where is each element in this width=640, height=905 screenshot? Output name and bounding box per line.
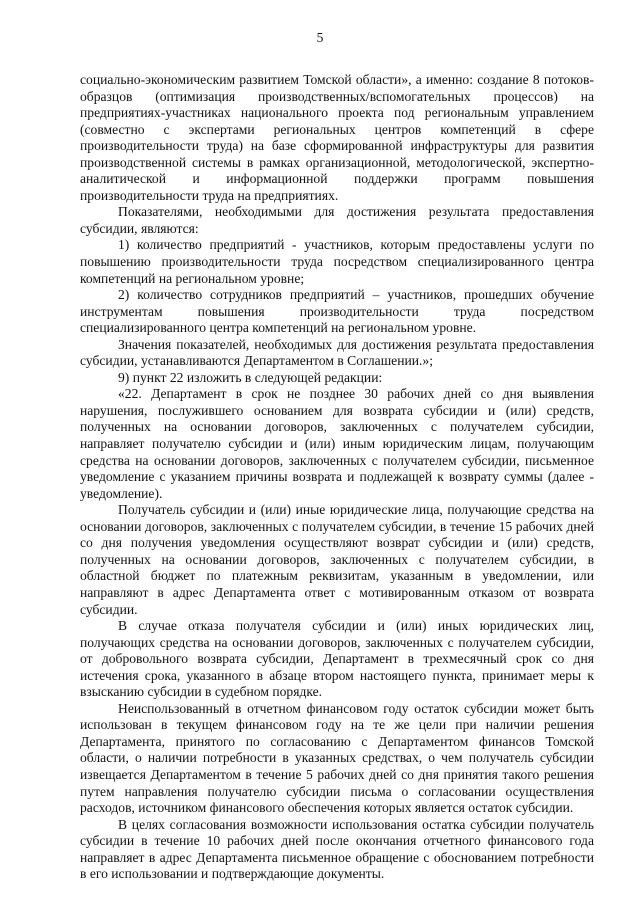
paragraph-continuation: социально-экономическим развитием Томской области», а именно: создание 8 потоков-образцов (оптимизация производственных/вспомогательных процессов) на предприятиях-участниках национального проекта под региональным управлением (совместно с экспертами региональных центров компетенций в сфере производительности труда) на базе сформированной инфраструктуры для развития производственной системы в рамках организационной, методологической, экспертно-аналитической и информационной поддержки программ повышения производительности труда на предприятиях. <box>80 72 594 203</box>
paragraph-indicator-2: 2) количество сотрудников предприятий – участников, прошедших обучение инструментам повышения производительности труда посредством специализированного центра компетенций на региональном уровне. <box>80 287 594 336</box>
paragraph-balance-approval: В целях согласования возможности использования остатка субсидии получатель субсидии в течение 10 рабочих дней после окончания отчетного финансового года направляет в адрес Департамента письменное обращение с обоснованием потребности в его использовании и подтверждающие документы. <box>80 816 594 882</box>
paragraph-indicator-values: Значения показателей, необходимых для достижения результата предоставления субсидии, устанавливаются Департаментом в Соглашении.»; <box>80 336 594 369</box>
paragraph-unused-balance: Неиспользованный в отчетном финансовом году остаток субсидии может быть использован в текущем финансовом году на те же цели при наличии решения Департамента, принятого по согласованию с Департаментом финансов Томской области, о наличии потребности в указанных средствах, о чем получатель субсидии извещается Департаментом в течение 5 рабочих дней со дня принятия такого решения путем направления получателю субсидии письма о согласовании осуществления расходов, источником финансового обеспечения которых является остаток субсидии. <box>80 700 594 816</box>
page-number: 5 <box>316 30 324 45</box>
paragraph-refund-procedure: Получатель субсидии и (или) иные юридические лица, получающие средства на основании договоров, заключенных с получателем субсидии, в течение 15 рабочих дней со дня получения уведомления осуществляют возврат субсидии и (или) средств, полученных на основании договоров, заключенных с получателем субсидии, в областной бюджет по платежным реквизитам, указанным в уведомлении, или направляют в адрес Департамента ответ с мотивированным отказом от возврата субсидии. <box>80 502 594 617</box>
paragraph-indicator-1: 1) количество предприятий - участников, которым предоставлены услуги по повышению производительности труда посредством специализированного центра компетенций на региональном уровне; <box>80 237 594 286</box>
paragraph-indicators-intro: Показателями, необходимыми для достижения результата предоставления субсидии, являются: <box>80 204 594 236</box>
paragraph-point-22: «22. Департамент в срок не позднее 30 рабочих дней со дня выявления нарушения, послужившего основанием для возврата субсидии и (или) средств, полученных на основании договоров, заключенных с получателем субсидии, направляет получателю субсидии и (или) иным юридическим лицам, получающим средства на основании договоров, заключенных с получателем субсидии, письменное уведомление с указанием причины возврата и подлежащей к возврату суммы (далее - уведомление). <box>80 386 594 501</box>
paragraph-item-9: 9) пункт 22 изложить в следующей редакции: <box>118 369 383 385</box>
paragraph-refusal-case: В случае отказа получателя субсидии и (или) иных юридических лиц, получающих средства на основании договоров, заключенных с получателем субсидии, от добровольного возврата субсидии, Департамент в трехмесячный срок со дня истечения срока, указанного в абзаце втором настоящего пункта, принимает меры к взысканию субсидии в судебном порядке. <box>80 618 594 700</box>
document-body <box>80 72 594 883</box>
